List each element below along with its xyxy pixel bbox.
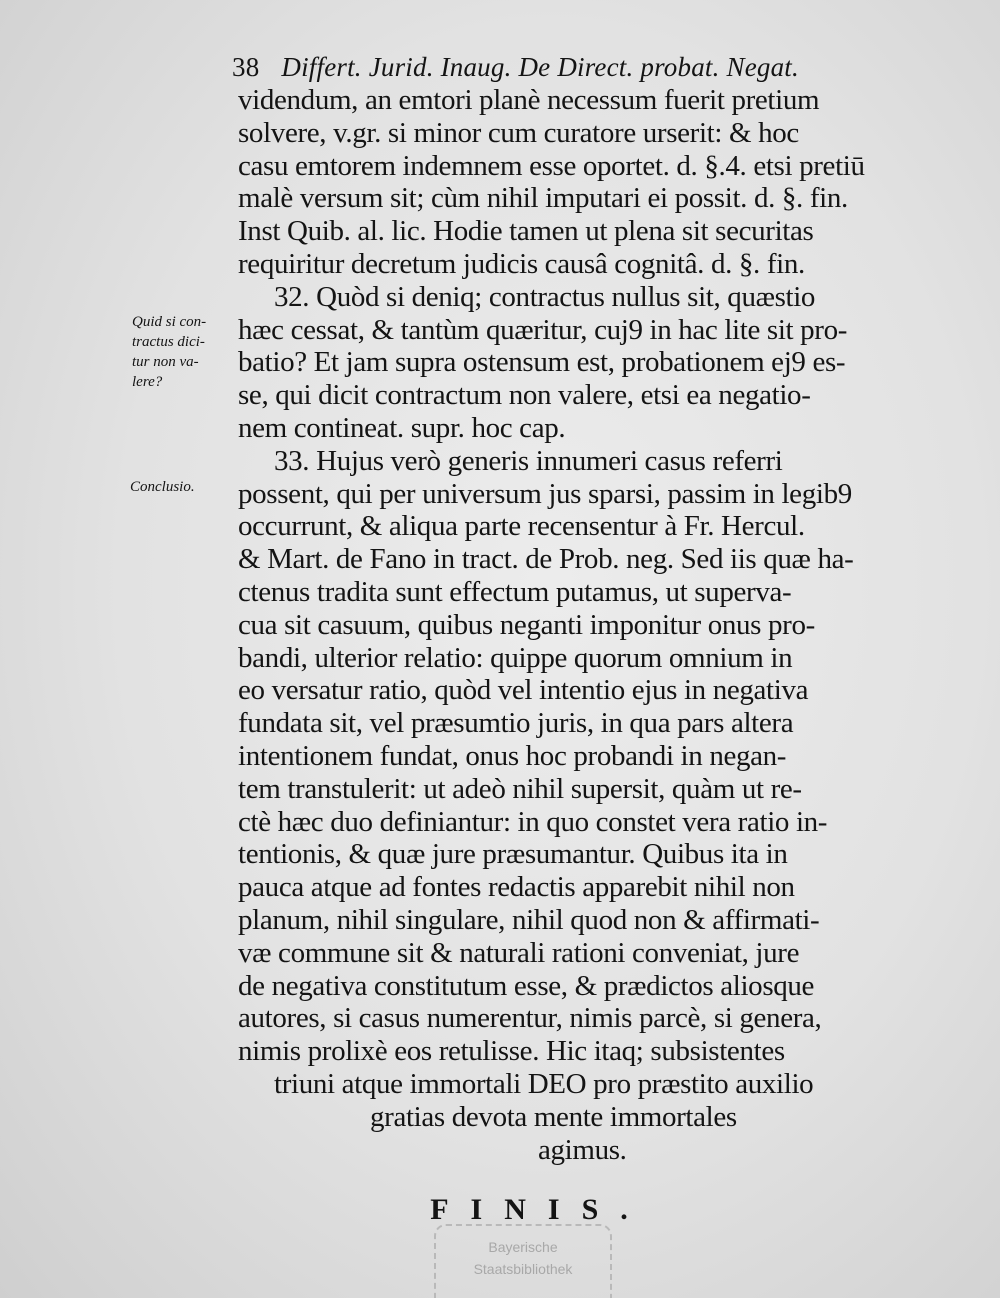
text-line: tem transtulerit: ut adeò nihil supersit, quàm ut re- [238,772,802,805]
text-line: possent, qui per universum jus sparsi, passim in legib9 [238,477,852,510]
finis-heading: FINIS. [430,1193,650,1226]
text-line: batio? Et jam supra ostensum est, probationem ej9 es- [238,346,846,379]
stamp-line: Staatsbibliothek [473,1261,573,1277]
library-stamp [434,1224,612,1298]
margin-note-line: tractus dici- [132,334,205,350]
closing-line: agimus. [538,1133,627,1166]
paragraph-32-start: 32. Quòd si deniq; contractus nullus sit, quæstio [274,280,816,313]
text-line: autores, si casus numerentur, nimis parcè, si genera, [238,1002,822,1035]
text-line: & Mart. de Fano in tract. de Prob. neg. Sed iis quæ ha- [238,543,854,576]
text-line: videndum, an emtori planè necessum fuerit pretium [238,84,820,116]
text-line: ctè hæc duo definiantur: in quo constet vera ratio in- [238,805,828,838]
text-line: Inst Quib. al. lic. Hodie tamen ut plena sit securitas [238,215,814,248]
text-line: eo versatur ratio, quòd vel intentio ejus in negativa [238,674,809,707]
text-line: tentionis, & quæ jure præsumantur. Quibus ita in [238,838,788,871]
text-line: cua sit casuum, quibus neganti imponitur onus pro- [238,608,815,641]
text-line: requiritur decretum judicis causâ cognitâ. d. §. fin. [238,247,805,280]
main-text-block [238,84,938,1166]
text-line: solvere, v.gr. si minor cum curatore urserit: & hoc [238,116,799,149]
margin-note-line: tur non va- [132,354,199,370]
margin-note-line: lere? [132,374,163,390]
text-line: planum, nihil singulare, nihil quod non & affirmati- [238,903,820,936]
page-number: 38 [232,52,260,82]
text-line: væ commune sit & naturali rationi conveniat, jure [238,936,800,969]
text-line: pauca atque ad fontes redactis apparebit nihil non [238,871,795,904]
running-title: Differt. Jurid. Inaug. De Direct. probat. Negat. [281,52,799,82]
text-line: fundata sit, vel præsumtio juris, in qua pars altera [238,707,794,740]
text-line: casu emtorem indemnem esse oportet. d. §.4. etsi pretiū [238,149,865,182]
text-line: bandi, ulterior relatio: quippe quorum omnium in [238,641,793,674]
stamp-line: Bayerische [488,1239,558,1255]
paragraph-33-start: 33. Hujus verò generis innumeri casus referri [274,444,783,477]
text-line: de negativa constitutum esse, & prædictos aliosque [238,969,815,1002]
margin-note-quid-si [132,312,206,392]
margin-note-conclusio: Conclusio. [130,479,195,495]
text-line: nem contineat. supr. hoc cap. [238,411,566,444]
text-line: occurrunt, & aliqua parte recensentur à Fr. Hercul. [238,510,805,543]
margin-note-line: Quid si con- [132,314,207,330]
text-line: malè versum sit; cùm nihil imputari ei possit. d. §. fin. [238,182,848,215]
closing-line: gratias devota mente immortales [370,1100,737,1133]
text-line: nimis prolixè eos retulisse. Hic itaq; subsistentes [238,1035,785,1068]
text-line: ctenus tradita sunt effectum putamus, ut superva- [238,575,792,608]
text-line: intentionem fundat, onus hoc probandi in negan- [238,739,787,772]
text-line: hæc cessat, & tantùm quæritur, cuj9 in hac lite sit pro- [238,313,848,346]
text-line: se, qui dicit contractum non valere, etsi ea negatio- [238,379,811,412]
running-header [232,52,799,83]
closing-line: triuni atque immortali DEO pro præstito auxilio [274,1067,814,1100]
